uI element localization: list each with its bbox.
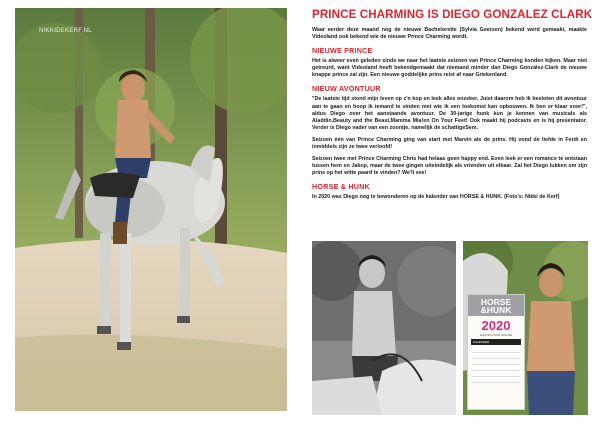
calendar-brand-line2: &HUNK: [480, 305, 512, 315]
intro-paragraph: Waar eerder deze maand nog de nieuwe Bachelorette (Sylvia Geersen) bekend werd gemaakt, maakte Videoland ook bekend wie de nieuwe Prince Charming wordt.: [312, 27, 587, 41]
article: [312, 8, 593, 207]
section-heading-horse-hunk: HORSE & HUNK: [312, 182, 370, 192]
section-heading-nieuwe-prince: NIEUWE PRINCE: [312, 46, 373, 56]
paragraph: Seizoen twee met Prince Charming Chris had helaas geen happy end. Even leek er een romance te ontstaan tussen hem en Jakop, maar de twee gingen uiteindelijk als vrienden uit elkaar. Zal het Diego lukken om zijn prins op het witte paard te vinden? We'll see!: [312, 156, 587, 177]
horse-hunk-calendar: [467, 294, 525, 410]
calendar-brand: [468, 295, 524, 316]
paragraph: "De laatste tijd stond mijn leven op z'n kop en leek alles onzeker. Juist daarom heb ik besloten dit avontuur aan te gaan en hoop ik iemand te vinden met wie ik een toekomst kan opbouwen. Ik ben er klaar voor!", aldus Diego over het aanstaande avontuur. De 30-jarige hunk kun je kennen van musicals als Aladdin,Beauty and the Beast,Mamma Mia!en On Your Feet! Ook maakt hij podcasts en is hij presentator. Verder is Diego vader van een zoontje, namelijk de schattigeSem.: [312, 96, 587, 131]
paragraph: Het is alweer even geleden sinds we naar het laatste seizoen van Prince Charming konden kijken. Maar niet getreurd, want Videoland heeft bekendgemaakt dat niemand minder dan Diego González-Clark de nieuwe knappe prince zal zijn. Een nieuwe goddelijke prins reist af naar Griekenland.: [312, 58, 587, 79]
paragraph: Seizoen één van Prince Charming ging van start met Marvin als de prins. Hij vond de liefde in Ferdi en inmiddels zijn ze twee verloofd!: [312, 136, 587, 151]
calendar-subtitle: MAAND VOOR MAAND: [479, 333, 513, 337]
horse-rider-photo: [15, 8, 287, 411]
paragraph: In 2020 was Diego nog te bewonderen op de kalender van HORSE & HUNK. (Foto's: Nikki de Kerf): [312, 194, 560, 201]
photo-watermark: NIKKIDEKERF.NL: [39, 28, 92, 34]
calendar-label: KALENDER: [471, 339, 521, 345]
calendar-brand-line1: HORSE: [480, 297, 512, 307]
article-title: PRINCE CHARMING IS DIEGO GONZALEZ CLARK: [312, 8, 593, 21]
calendar-grid: [472, 347, 520, 383]
bw-rider-photo: [312, 241, 456, 415]
section-heading-nieuw-avontuur: NIEUW AVONTUUR: [312, 84, 381, 94]
photo-row: [312, 241, 588, 415]
calendar-cover-photo: [463, 241, 588, 415]
calendar-year: 2020: [481, 318, 511, 333]
